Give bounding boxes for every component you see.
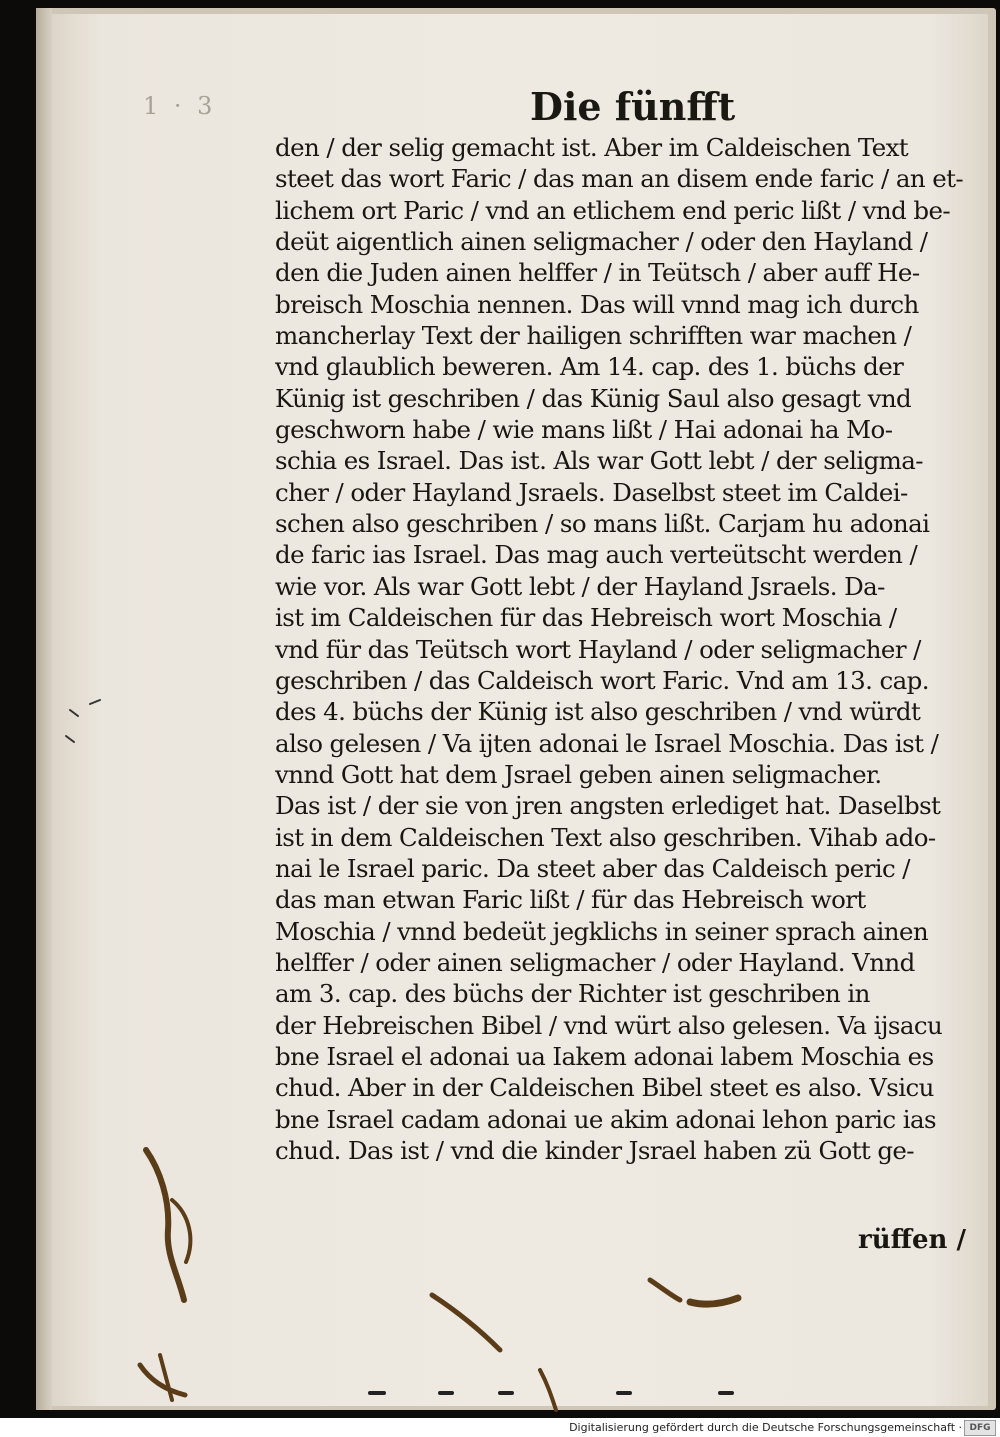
digitization-footer xyxy=(0,1418,1000,1437)
text-line: deüt aigentlich ainen seligmacher / oder den Hayland / xyxy=(275,227,928,257)
text-line: chud. Das ist / vnd die kinder Jsrael haben zü Gott ge- xyxy=(275,1136,914,1165)
text-line: nai le Israel paric. Da steet aber das Caldeisch peric / xyxy=(275,853,910,883)
text-line: geschriben / das Caldeisch wort Faric. Vnd am 13. cap. xyxy=(275,665,929,695)
text-line: mancherlay Text der hailigen schrifften war machen / xyxy=(275,321,912,351)
text-line: also gelesen / Va ijten adonai le Israel Moschia. Das ist / xyxy=(275,728,939,758)
stain-bottom-right-2 xyxy=(690,1298,738,1304)
text-line: ist im Caldeischen für das Hebreisch wort Moschia / xyxy=(275,603,897,633)
text-line: vnnd Gott hat dem Jsrael geben ainen seligmacher. xyxy=(275,759,882,789)
text-line: Das ist / der sie von jren angsten erlediget hat. Daselbst xyxy=(275,791,941,821)
text-line: steet das wort Faric / das man an disem ende faric / an et- xyxy=(275,164,964,194)
text-line: chud. Aber in der Caldeischen Bibel steet es also. Vsicu xyxy=(275,1073,934,1103)
text-line: den die Juden ainen helffer / in Teütsch / aber auff He- xyxy=(275,258,920,288)
stain-margin-tick-2 xyxy=(90,700,100,704)
text-line: Moschia / vnnd bedeüt jegklichs in seiner sprach ainen xyxy=(275,916,929,946)
text-line: der Hebreischen Bibel / vnd würt also gelesen. Va ijsacu xyxy=(275,1010,943,1040)
stain-margin-tick-3 xyxy=(66,736,74,742)
text-line: wie vor. Als war Gott lebt / der Hayland Jsraels. Da- xyxy=(275,571,885,601)
text-line: geschworn habe / wie mans lißt / Hai adonai ha Mo- xyxy=(275,415,893,445)
footer-credit: Digitalisierung gefördert durch die Deutsche Forschungsgemeinschaft · xyxy=(569,1421,962,1434)
stain-bottom-mid xyxy=(432,1295,500,1350)
stain-left-stroke-2 xyxy=(172,1200,190,1262)
margin-pencil-mark: 1 · 3 xyxy=(143,92,217,120)
stain-bottom-right xyxy=(650,1280,680,1300)
text-line: cher / oder Hayland Jsraels. Daselbst steet im Caldei- xyxy=(275,477,908,507)
running-head: Die fünfft xyxy=(530,84,736,129)
catchword: rüffen / xyxy=(858,1225,966,1255)
text-line: helffer / oder ainen seligmacher / oder Hayland. Vnnd xyxy=(275,947,915,977)
text-line: schen also geschriben / so mans lißt. Carjam hu adonai xyxy=(275,509,930,539)
text-line: lichem ort Paric / vnd an etlichem end peric lißt / vnd be- xyxy=(275,195,951,225)
text-line: am 3. cap. des büchs der Richter ist geschriben in xyxy=(275,979,870,1009)
text-line: bne Israel el adonai ua Iakem adonai labem Moschia es xyxy=(275,1041,934,1071)
stain-bottom-left-2 xyxy=(160,1355,172,1400)
text-line: de faric ias Israel. Das mag auch verteütscht werden / xyxy=(275,540,918,570)
text-line: Künig ist geschriben / das Künig Saul also gesagt vnd xyxy=(275,383,912,413)
text-line: den / der selig gemacht ist. Aber im Caldeischen Text xyxy=(275,133,909,162)
text-line: des 4. büchs der Künig ist also geschriben / vnd würdt xyxy=(275,697,921,727)
stain-margin-tick xyxy=(70,710,78,716)
dfg-logo: DFG xyxy=(964,1420,996,1436)
text-line: das man etwan Faric lißt / für das Hebreisch wort xyxy=(275,885,866,915)
stain-bottom-mid-2 xyxy=(540,1370,556,1410)
text-line: breisch Moschia nennen. Das will vnnd mag ich durch xyxy=(275,289,919,319)
text-line: vnd für das Teütsch wort Hayland / oder seligmacher / xyxy=(275,634,921,664)
stain-left-stroke xyxy=(146,1150,184,1300)
text-line: vnd glaublich beweren. Am 14. cap. des 1. büchs der xyxy=(275,352,904,382)
text-line: bne Israel cadam adonai ue akim adonai lehon paric ias xyxy=(275,1104,936,1134)
text-line: schia es Israel. Das ist. Als war Gott lebt / der seligma- xyxy=(275,446,923,476)
text-line: ist in dem Caldeischen Text also geschriben. Vihab ado- xyxy=(275,822,936,852)
